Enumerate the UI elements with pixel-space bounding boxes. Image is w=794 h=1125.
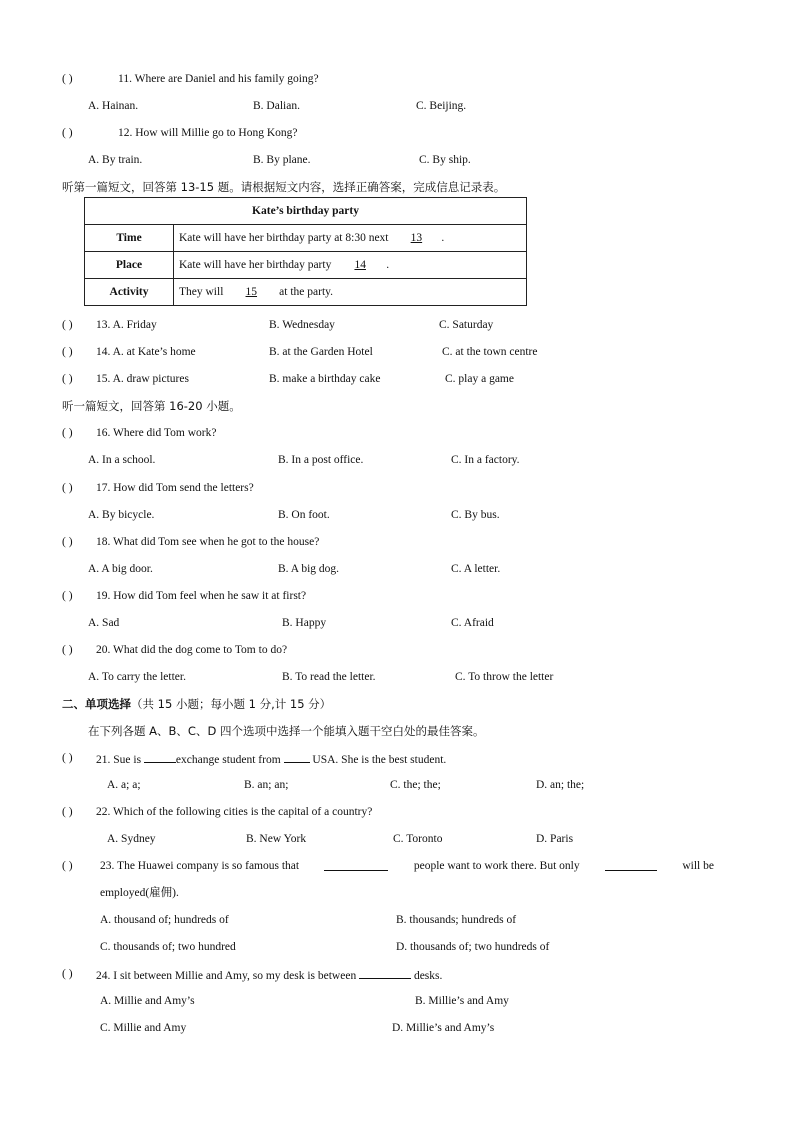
q11-option-b: B. Dalian. — [253, 100, 300, 112]
question-22: 22. Which of the following cities is the capital of a country? — [96, 806, 373, 818]
q22-option-c: C. Toronto — [393, 833, 443, 845]
blank[interactable] — [605, 859, 657, 871]
q21-option-a: A. a; a; — [107, 779, 141, 791]
q19-option-a: A. Sad — [88, 617, 120, 629]
answer-bracket[interactable]: ( ) — [62, 590, 73, 602]
q22-option-a: A. Sydney — [107, 833, 156, 845]
q24-text: 24. I sit between Millie and Amy, so my desk is between — [96, 970, 357, 982]
question-23 — [100, 859, 714, 873]
question-21 — [96, 751, 446, 767]
row-text: Kate will have her birthday party at 8:30 next — [179, 232, 389, 244]
q21-text: USA. She is the best student. — [312, 754, 447, 766]
q17-option-c: C. By bus. — [451, 509, 500, 521]
q18-option-c: C. A letter. — [451, 563, 501, 575]
q22-option-b: B. New York — [246, 833, 307, 845]
blank-13[interactable]: 13 — [410, 232, 423, 244]
q21-option-c: C. the; the; — [390, 779, 441, 791]
answer-bracket[interactable]: ( ) — [62, 860, 73, 872]
part-2-instruction: 在下列各题 A、B、C、D 四个选项中选择一个能填入题干空白处的最佳答案。 — [88, 724, 485, 738]
question-11: 11. Where are Daniel and his family going? — [118, 73, 319, 85]
q15-option-c: C. play a game — [445, 373, 514, 385]
table-title: Kate’s birthday party — [85, 198, 527, 225]
q23-option-c: C. thousands of; two hundred — [100, 941, 236, 953]
answer-bracket[interactable]: ( ) — [62, 806, 73, 818]
q24-option-c: C. Millie and Amy — [100, 1022, 187, 1034]
answer-bracket[interactable]: ( ) — [62, 427, 73, 439]
question-17: 17. How did Tom send the letters? — [96, 482, 254, 494]
answer-bracket[interactable]: ( ) — [62, 536, 73, 548]
question-18: 18. What did Tom see when he got to the house? — [96, 536, 320, 548]
q21-option-d: D. an; the; — [536, 779, 585, 791]
q18-option-a: A. A big door. — [88, 563, 153, 575]
question-13: 13. A. Friday — [96, 319, 157, 331]
row-end: . — [441, 232, 445, 244]
row-text: Kate will have her birthday party — [179, 259, 332, 271]
part-2-title: 二、单项选择 — [62, 697, 131, 711]
blank[interactable] — [144, 751, 176, 763]
q17-option-b: B. On foot. — [278, 509, 330, 521]
q14-option-c: C. at the town centre — [442, 346, 538, 358]
q24-option-a: A. Millie and Amy’s — [100, 995, 195, 1007]
blank[interactable] — [359, 967, 411, 979]
row-end: . — [386, 259, 390, 271]
q20-option-c: C. To throw the letter — [455, 671, 554, 683]
q16-option-a: A. In a school. — [88, 454, 156, 466]
q21-option-b: B. an; an; — [244, 779, 289, 791]
q11-option-c: C. Beijing. — [416, 100, 467, 112]
part-2-heading — [62, 697, 331, 711]
row-label-place: Place — [85, 252, 174, 279]
q22-option-d: D. Paris — [536, 833, 574, 845]
question-15: 15. A. draw pictures — [96, 373, 189, 385]
row-text: They will — [179, 286, 224, 298]
blank-14[interactable]: 14 — [354, 259, 366, 271]
q17-option-a: A. By bicycle. — [88, 509, 155, 521]
question-16: 16. Where did Tom work? — [96, 427, 217, 439]
question-14: 14. A. at Kate’s home — [96, 346, 196, 358]
row-label-activity: Activity — [85, 279, 174, 306]
q21-text: 21. Sue is — [96, 754, 142, 766]
q23-text: people want to work there. But only — [413, 860, 580, 872]
q16-option-b: B. In a post office. — [278, 454, 364, 466]
q16-option-c: C. In a factory. — [451, 454, 520, 466]
q12-option-c: C. By ship. — [419, 154, 471, 166]
answer-bracket[interactable]: ( ) — [62, 752, 73, 764]
answer-bracket[interactable]: ( ) — [62, 373, 73, 385]
info-record-table — [84, 197, 527, 306]
q24-text: desks. — [413, 970, 443, 982]
q20-option-b: B. To read the letter. — [282, 671, 376, 683]
q12-option-b: B. By plane. — [253, 154, 311, 166]
q23-text: will be — [682, 860, 714, 872]
answer-bracket[interactable]: ( ) — [62, 127, 73, 139]
section-instruction-16-20: 听一篇短文，回答第 16-20 小题。 — [62, 399, 241, 413]
answer-bracket[interactable]: ( ) — [62, 73, 73, 85]
answer-bracket[interactable]: ( ) — [62, 346, 73, 358]
q24-option-b: B. Millie’s and Amy — [415, 995, 509, 1007]
answer-bracket[interactable]: ( ) — [62, 644, 73, 656]
answer-bracket[interactable]: ( ) — [62, 319, 73, 331]
q12-option-a: A. By train. — [88, 154, 143, 166]
answer-bracket[interactable]: ( ) — [62, 968, 73, 980]
q11-option-a: A. Hainan. — [88, 100, 139, 112]
q18-option-b: B. A big dog. — [278, 563, 340, 575]
q23-option-a: A. thousand of; hundreds of — [100, 914, 229, 926]
answer-bracket[interactable]: ( ) — [62, 482, 73, 494]
question-20: 20. What did the dog come to Tom to do? — [96, 644, 288, 656]
question-12: 12. How will Millie go to Hong Kong? — [118, 127, 298, 139]
row-label-time: Time — [85, 225, 174, 252]
q13-option-c: C. Saturday — [439, 319, 494, 331]
part-2-score-note: （共 15 小题；每小题 1 分,计 15 分） — [131, 697, 332, 711]
blank-15[interactable]: 15 — [245, 286, 258, 298]
row-end: at the party. — [279, 286, 334, 298]
q23-text: 23. The Huawei company is so famous that — [100, 860, 300, 872]
table-row — [85, 279, 527, 306]
q23-option-b: B. thousands; hundreds of — [396, 914, 517, 926]
q13-option-b: B. Wednesday — [269, 319, 335, 331]
q14-option-b: B. at the Garden Hotel — [269, 346, 373, 358]
q15-option-b: B. make a birthday cake — [269, 373, 381, 385]
question-24 — [96, 967, 442, 983]
q21-text: exchange student from — [175, 754, 281, 766]
section-instruction-13-15: 听第一篇短文，回答第 13-15 题。请根据短文内容，选择正确答案，完成信息记录表。 — [62, 180, 506, 194]
question-19: 19. How did Tom feel when he saw it at first? — [96, 590, 307, 602]
q19-option-b: B. Happy — [282, 617, 327, 629]
blank[interactable] — [324, 859, 388, 871]
blank[interactable] — [284, 751, 310, 763]
q19-option-c: C. Afraid — [451, 617, 494, 629]
table-row — [85, 252, 527, 279]
q23-option-d: D. thousands of; two hundreds of — [396, 941, 550, 953]
table-row — [85, 225, 527, 252]
q20-option-a: A. To carry the letter. — [88, 671, 186, 683]
q23-continued: employed(雇佣). — [100, 887, 179, 899]
q24-option-d: D. Millie’s and Amy’s — [392, 1022, 495, 1034]
